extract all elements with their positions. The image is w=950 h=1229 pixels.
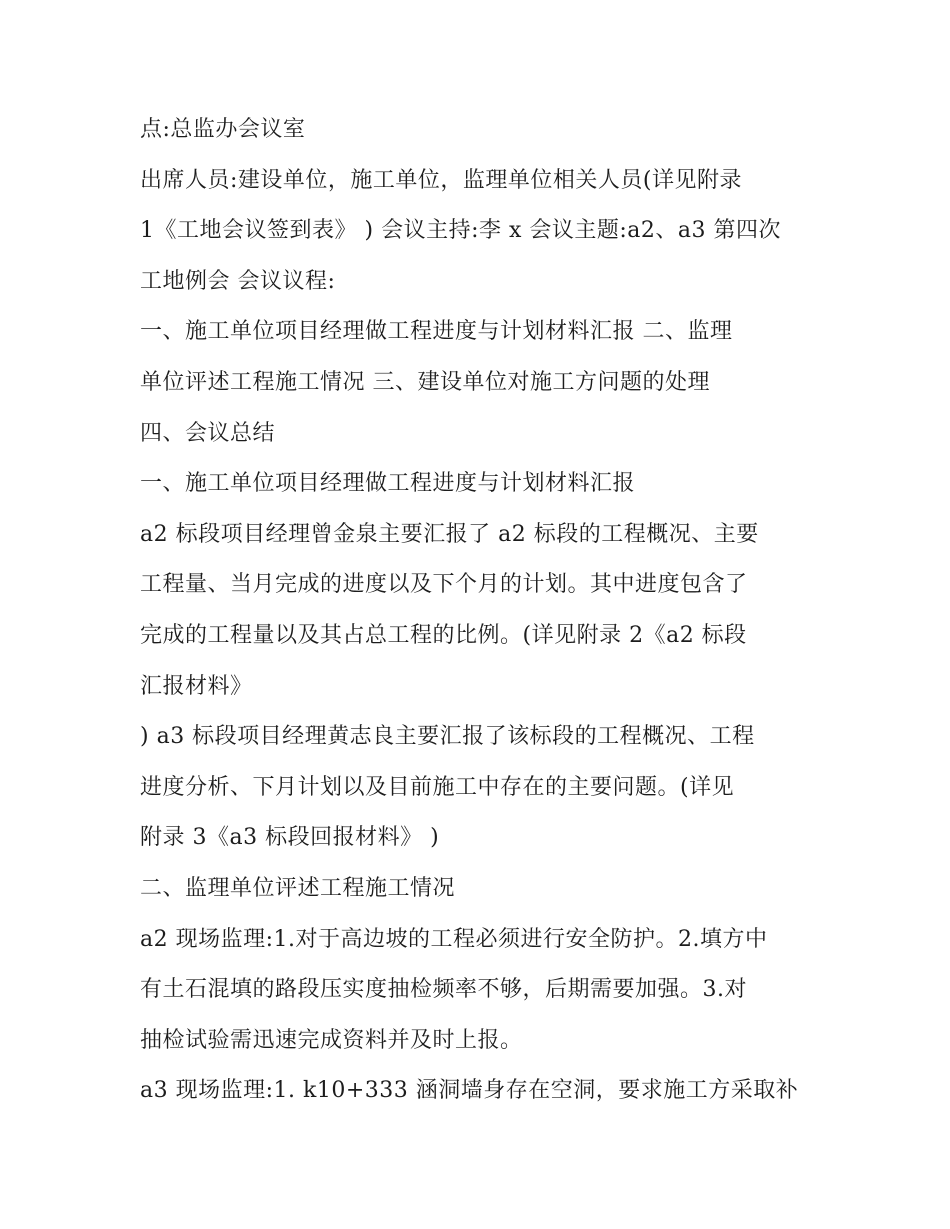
text-line-a3-report-3: 附录 3《a3 标段回报材料》 ) (140, 825, 440, 851)
text-line-a3-report-2: 进度分析、下月计划以及目前施工中存在的主要问题。(详见 (140, 774, 735, 800)
document-body (140, 105, 820, 1117)
section-heading-2: 二、监理单位评述工程施工情况 (140, 875, 456, 901)
text-line-agenda-3: 四、会议总结 (140, 420, 276, 446)
section-heading-1: 一、施工单位项目经理做工程进度与计划材料汇报 (140, 471, 636, 497)
text-line-a2-report-4: 汇报材料》 (140, 673, 253, 699)
text-line-location: 点:总监办会议室 (140, 117, 306, 142)
text-line-a2-report-2: 工程量、当月完成的进度以及下个月的计划。其中进度包含了 (140, 572, 748, 598)
text-line-host-topic: 1《工地会议签到表》 ) 会议主持:李 x 会议主题:a2、a3 第四次 (140, 218, 782, 244)
text-line-a2-report-1: a2 标段项目经理曾金泉主要汇报了 a2 标段的工程概况、主要 (140, 521, 759, 547)
text-line-a2-report-3: 完成的工程量以及其占总工程的比例。(详见附录 2《a2 标段 (140, 622, 747, 648)
text-line-a2-supervision-1: a2 现场监理:1.对于高边坡的工程必须进行安全防护。2.填方中 (140, 926, 768, 952)
text-line-a3-report-1: ) a3 标段项目经理黄志良主要汇报了该标段的工程概况、工程 (140, 724, 755, 750)
text-line-a2-supervision-2: 有土石混填的路段压实度抽检频率不够，后期需要加强。3.对 (140, 977, 747, 1003)
text-line-agenda-1: 一、施工单位项目经理做工程进度与计划材料汇报 二、监理 (140, 319, 733, 345)
text-line-agenda-2: 单位评述工程施工情况 三、建设单位对施工方问题的处理 (140, 369, 710, 395)
text-line-attendees: 出席人员:建设单位，施工单位，监理单位相关人员(详见附录 (140, 167, 742, 193)
text-line-a2-supervision-3: 抽检试验需迅速完成资料并及时上报。 (140, 1027, 523, 1053)
text-line-agenda-label: 工地例会 会议议程: (140, 268, 336, 294)
text-line-a3-supervision-1: a3 现场监理:1. k10+333 涵洞墙身存在空洞，要求施工方采取补 (140, 1078, 799, 1104)
